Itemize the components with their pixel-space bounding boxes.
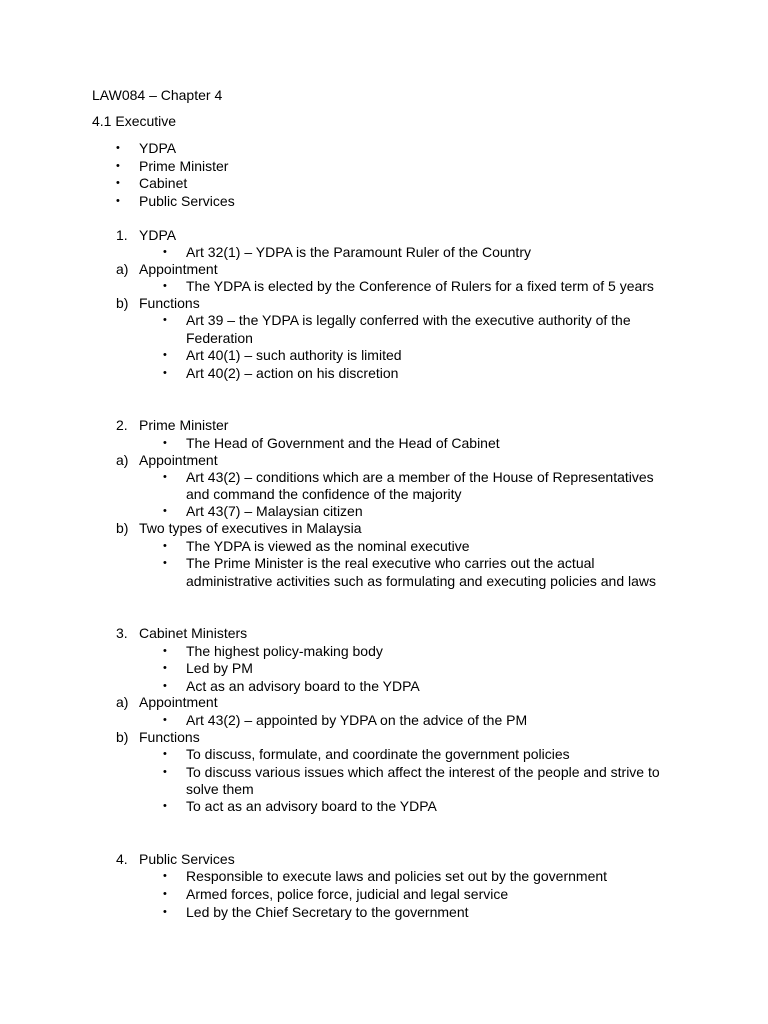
list-number: 2.: [116, 417, 128, 433]
bullet: •: [163, 540, 167, 552]
list-item: Armed forces, police force, judicial and legal service: [186, 886, 509, 902]
list-item: Art 32(1) – YDPA is the Paramount Ruler of the Country: [186, 244, 531, 260]
bullet: •: [163, 557, 167, 569]
list-item: Act as an advisory board to the YDPA: [186, 678, 420, 694]
subheading: Appointment: [139, 452, 218, 468]
bullet: •: [163, 800, 167, 812]
list-item-continuation: solve them: [186, 781, 254, 797]
list-letter: a): [116, 694, 129, 710]
list-item: Led by PM: [186, 660, 253, 676]
subheading: Two types of executives in Malaysia: [139, 520, 362, 536]
bullet: •: [163, 280, 167, 292]
list-letter: b): [116, 295, 129, 311]
list-item: The YDPA is viewed as the nominal executive: [186, 538, 470, 554]
list-item: The highest policy-making body: [186, 643, 383, 659]
section-1-heading: YDPA: [139, 227, 177, 243]
bullet: •: [163, 505, 167, 517]
subheading: Appointment: [139, 694, 218, 710]
section-heading: 4.1 Executive: [92, 113, 177, 129]
list-item: Responsible to execute laws and policies set out by the government: [186, 868, 608, 884]
list-item-continuation: administrative activities such as formulating and executing policies and laws: [186, 573, 657, 589]
list-item: The Head of Government and the Head of Cabinet: [186, 435, 500, 451]
bullet: •: [163, 471, 167, 483]
bullet: •: [163, 349, 167, 361]
bullet: •: [116, 195, 120, 207]
bullet: •: [163, 367, 167, 379]
list-item: To discuss various issues which affect the interest of the people and strive to: [186, 764, 660, 780]
list-number: 3.: [116, 625, 128, 641]
overview-item: Prime Minister: [139, 158, 229, 174]
list-item-continuation: Federation: [186, 330, 253, 346]
bullet: •: [163, 766, 167, 778]
bullet: •: [163, 906, 167, 918]
bullet: •: [163, 246, 167, 258]
bullet: •: [163, 870, 167, 882]
document-title: LAW084 – Chapter 4: [92, 87, 223, 103]
list-letter: a): [116, 452, 129, 468]
bullet: •: [163, 748, 167, 760]
overview-item: YDPA: [139, 140, 177, 156]
bullet: •: [116, 160, 120, 172]
list-letter: b): [116, 729, 129, 745]
bullet: •: [163, 314, 167, 326]
list-number: 4.: [116, 851, 128, 867]
list-item: Art 39 – the YDPA is legally conferred with the executive authority of the: [186, 312, 631, 328]
overview-item: Public Services: [139, 193, 235, 209]
bullet: •: [163, 888, 167, 900]
overview-item: Cabinet: [139, 175, 188, 191]
subheading: Functions: [139, 729, 200, 745]
list-item: To discuss, formulate, and coordinate the government policies: [186, 746, 570, 762]
list-item: To act as an advisory board to the YDPA: [186, 798, 437, 814]
section-4-heading: Public Services: [139, 851, 235, 867]
list-item: The YDPA is elected by the Conference of Rulers for a fixed term of 5 years: [186, 278, 654, 294]
list-item: Art 43(2) – appointed by YDPA on the advice of the PM: [186, 712, 528, 728]
list-number: 1.: [116, 227, 128, 243]
subheading: Appointment: [139, 261, 218, 277]
bullet: •: [163, 437, 167, 449]
list-letter: a): [116, 261, 129, 277]
bullet: •: [163, 662, 167, 674]
list-item: Art 40(2) – action on his discretion: [186, 365, 399, 381]
subheading: Functions: [139, 295, 200, 311]
list-item: Art 43(7) – Malaysian citizen: [186, 503, 363, 519]
list-item: Art 40(1) – such authority is limited: [186, 347, 402, 363]
bullet: •: [116, 142, 120, 154]
bullet: •: [116, 177, 120, 189]
bullet: •: [163, 645, 167, 657]
list-item: Led by the Chief Secretary to the government: [186, 904, 469, 920]
list-item: The Prime Minister is the real executive who carries out the actual: [186, 555, 595, 571]
list-item-continuation: and command the confidence of the majority: [186, 486, 462, 502]
section-3-heading: Cabinet Ministers: [139, 625, 248, 641]
section-2-heading: Prime Minister: [139, 417, 229, 433]
bullet: •: [163, 680, 167, 692]
list-letter: b): [116, 520, 129, 536]
list-item: Art 43(2) – conditions which are a member of the House of Representatives: [186, 469, 654, 485]
bullet: •: [163, 714, 167, 726]
